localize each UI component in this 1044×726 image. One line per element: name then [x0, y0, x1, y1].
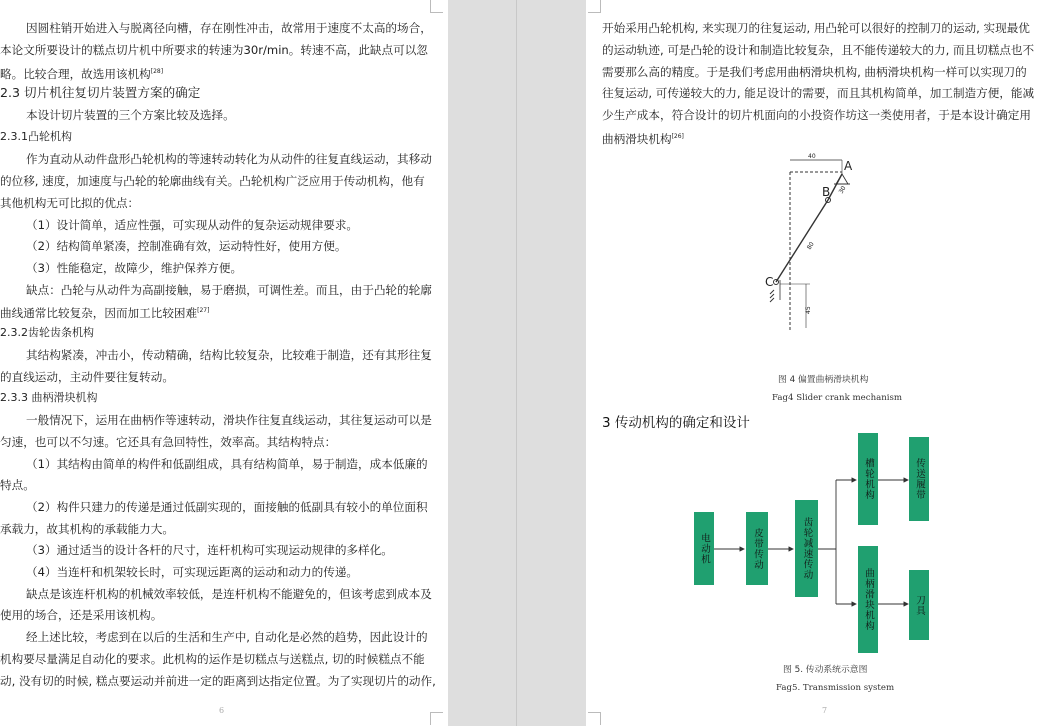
body-text-line: 特点。 [0, 478, 35, 492]
label-40: 40 [808, 153, 816, 160]
page-number: 6 [219, 706, 225, 715]
body-text-line: 缺点：凸轮与从动件为高副接触，易于磨损，可调性差。而且，由于凸轮的轮廓 [26, 283, 432, 297]
geneva-mechanism-block: 槽轮机构 [858, 433, 878, 525]
document-page-left [0, 0, 448, 726]
chapter-heading: 3 传动机构的确定和设计 [602, 415, 750, 431]
body-text-line: 机构要尽量满足自动化的要求。此机构的运作是切糕点与送糕点, 切的时候糕点不能 [0, 652, 425, 666]
body-text-line: 使用的场合，还是采用该机构。 [0, 608, 163, 622]
motor-block: 电动机 [694, 512, 714, 585]
label-c: C [765, 275, 774, 289]
body-text-line: 本论文所要设计的糕点切片机中所要求的转速为30r/min。转速不高，此缺点可以忽 [0, 43, 428, 57]
document-page-right [586, 0, 1044, 726]
figure-caption-english: Fag5. Transmission system [776, 683, 895, 693]
label-b: B [822, 185, 831, 199]
slider-crank-mechanism-figure [760, 150, 870, 330]
label-45: 45 [805, 306, 812, 314]
body-text-line: 因圆柱销开始进入与脱离径向槽，存在刚性冲击，故常用于速度不太高的场合， [26, 21, 432, 35]
body-text-line: 承载力，故其机构的承载能力大。 [0, 522, 174, 536]
body-text-line: 本设计切片装置的三个方案比较及选择。 [26, 108, 235, 122]
body-text-line: 动, 没有切的时候, 糕点要运动并前进一定的距离到达指定位置。为了实现切片的动作, [0, 674, 436, 688]
body-text-line: 的位移, 速度，加速度与凸轮的轮廓曲线有关。凸轮机构广泛应用于传动机构，他有 [0, 174, 425, 188]
body-text-line: 作为直动从动件盘形凸轮机构的等速转动转化为从动件的往复直线运动，其移动 [26, 152, 432, 166]
subsection-heading: 2.3.2齿轮齿条机构 [0, 326, 94, 339]
knife-block: 刀具 [909, 570, 929, 640]
body-text-line: 的直线运动，主动件要往复转动。 [0, 370, 174, 384]
list-item: （2）构件只建力的传递是通过低副实现的，面接触的低副具有较小的单位面积 [26, 500, 428, 514]
gear-reducer-block: 齿轮减速传动 [795, 500, 818, 597]
body-text-line: 缺点是该连杆机构的机械效率较低，是连杆机构不能避免的，但该考虑到成本及 [26, 587, 432, 601]
page-gutter [448, 0, 586, 726]
body-text-line: 曲线通常比较复杂，因而加工比较困难[27] [0, 305, 210, 320]
page-gutter-divider [516, 0, 517, 726]
subsection-heading: 2.3.3 曲柄滑块机构 [0, 391, 98, 404]
body-text-line: 匀速，也可以不匀速。它还具有急回特性，效率高。其结构特点： [0, 435, 337, 449]
list-item: （3）性能稳定，故障少，维护保养方便。 [26, 261, 243, 275]
list-item: （2）结构简单紧凑，控制准确有效，运动特性好，使用方便。 [26, 239, 347, 253]
body-text-line: 往复运动, 可传递较大的力, 能足设计的需要，而且其机构简单，加工制造方便，能减 [602, 86, 1035, 100]
crop-mark [588, 0, 601, 13]
crop-mark [430, 712, 443, 725]
citation: [28] [150, 68, 164, 75]
body-text-line: 的运动轨迹, 可是凸轮的设计和制造比较复杂，且不能传递较大的力, 而且切糕点也不 [602, 43, 1035, 57]
list-item: （1）其结构由简单的构件和低副组成，具有结构简单，易于制造，成本低廉的 [26, 457, 428, 471]
body-text-line: 需要那么高的精度。于是我们考虑用曲柄滑块机构, 曲柄滑块机构一样可以实现刀的 [602, 65, 1027, 79]
crop-mark [430, 0, 443, 13]
body-text-line: 曲柄滑块机构[26] [602, 131, 684, 146]
label-80: 80 [805, 240, 816, 252]
citation: [27] [197, 307, 210, 314]
body-text-line: 略。比较合理，故选用该机构[28] [0, 66, 164, 81]
subsection-heading: 2.3.1凸轮机构 [0, 130, 72, 143]
label-30: 30 [837, 184, 848, 195]
page-number: 7 [822, 706, 828, 715]
figure-caption: 图 4 偏置曲柄滑块机构 [778, 375, 869, 385]
list-item: （3）通过适当的设计各杆的尺寸，连杆机构可实现运动规律的多样化。 [26, 543, 393, 557]
list-item: （1）设计简单，适应性强，可实现从动件的复杂运动规律要求。 [26, 218, 359, 232]
figure-caption: 图 5. 传动系统示意图 [783, 665, 868, 675]
body-text-line: 其他机构无可比拟的优点： [0, 196, 140, 210]
citation: [26] [671, 133, 684, 140]
slider-crank-block: 曲柄滑块机构 [858, 546, 878, 653]
body-text-line: 开始采用凸轮机构, 来实现刀的往复运动, 用凸轮可以很好的控制刀的运动, 实现最优 [602, 21, 1030, 35]
belt-drive-block: 皮带传动 [746, 512, 768, 585]
body-text-line: 少生产成本，符合设计的切片机面向的小投资作坊这一类使用者，于是本设计确定用 [602, 108, 1031, 122]
body-text-line: 一般情况下，运用在曲柄作等速转动，滑块作往复直线运动，其往复运动可以是 [26, 413, 432, 427]
conveyor-belt-block: 传送履带 [909, 437, 929, 521]
section-heading: 2.3 切片机往复切片装置方案的确定 [0, 85, 201, 100]
body-text-line: 经上述比较，考虑到在以后的生活和生产中, 自动化是必然的趋势，因此设计的 [26, 630, 428, 644]
label-a: A [844, 159, 853, 173]
crop-mark [588, 712, 601, 725]
list-item: （4）当连杆和机架较长时，可实现远距离的运动和动力的传递。 [26, 565, 359, 579]
connecting-rod [776, 200, 828, 282]
figure-caption-english: Fag4 Slider crank mechanism [772, 393, 903, 403]
body-text-line: 其结构紧凑，冲击小，传动精确，结构比较复杂，比较难于制造，还有其形往复 [26, 348, 432, 362]
